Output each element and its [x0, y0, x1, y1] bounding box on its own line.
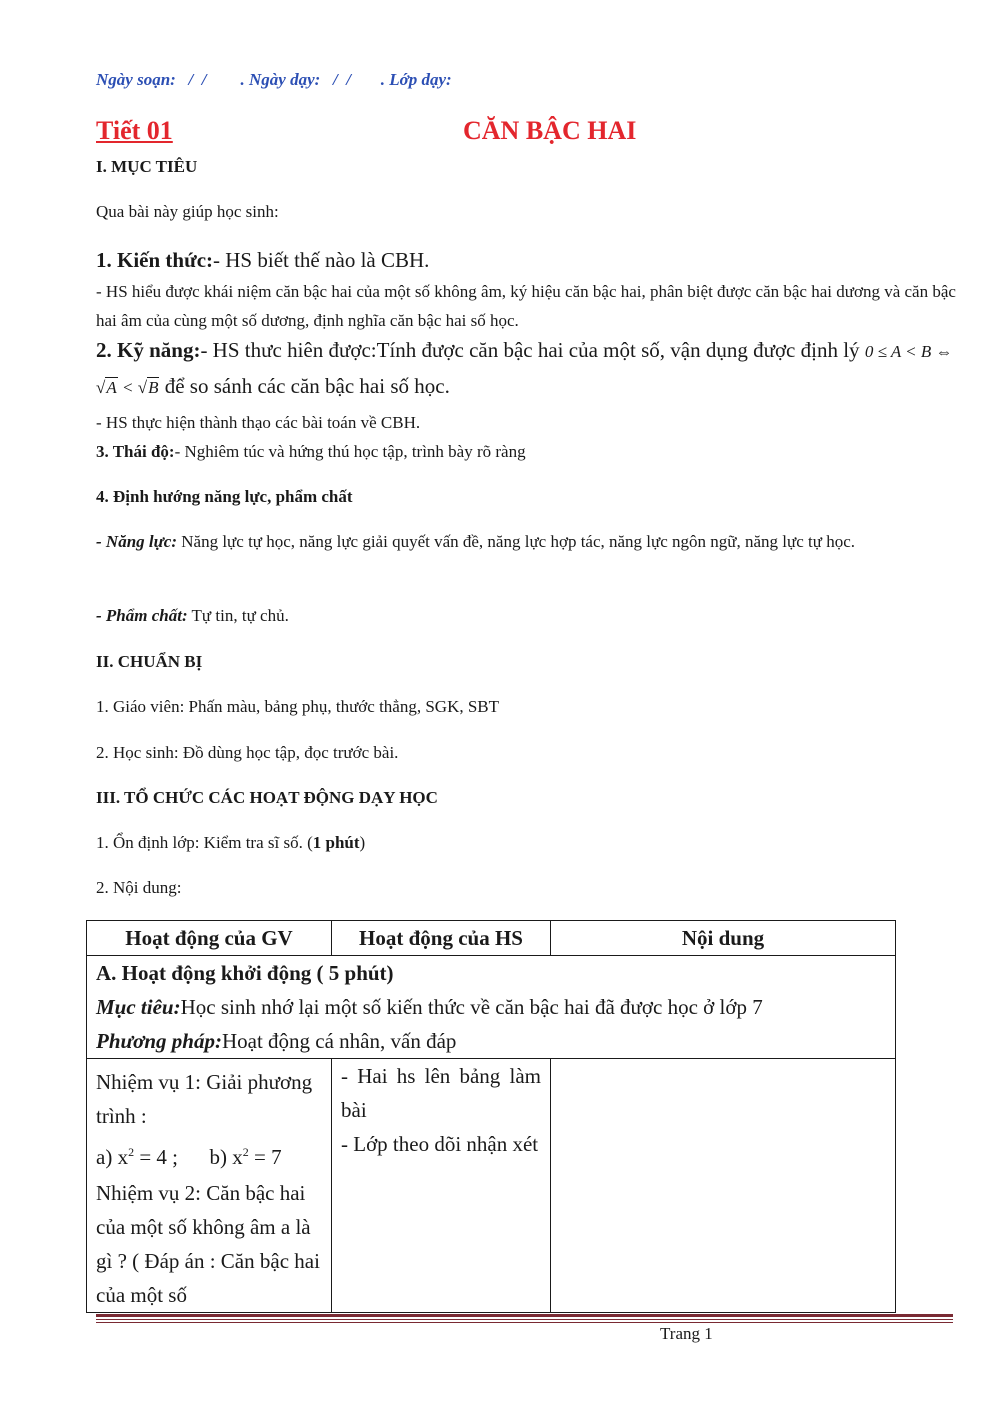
theorem-formula: 0 ≤ A < B ⇔ √A < √B: [96, 342, 953, 397]
activities-heading: III. TỔ CHỨC CÁC HOẠT ĐỘNG DẠY HỌC: [96, 788, 438, 807]
table-row: [87, 1059, 896, 1313]
attitude-label: 3. Thái độ:: [96, 442, 175, 461]
orientation-heading: 4. Định hướng năng lực, phẩm chất: [96, 487, 353, 506]
attitude-text: - Nghiêm túc và hứng thú học tập, trình bày rõ ràng: [174, 442, 526, 461]
competence-label: - Năng lực:: [96, 532, 178, 551]
skill-paragraph: [96, 333, 956, 405]
section-title: A. Hoạt động khởi động ( 5 phút): [96, 961, 394, 985]
table-header-cell: Hoạt động của HS: [332, 921, 551, 956]
objectives-heading: I. MỤC TIÊU: [96, 157, 198, 176]
footer-rule: [96, 1314, 953, 1317]
footer-rule: [96, 1322, 953, 1323]
lesson-title: CĂN BẬC HAI: [463, 116, 637, 145]
quality-text: Tự tin, tự chủ.: [187, 606, 289, 625]
quality-label: - Phẩm chất:: [96, 606, 188, 625]
footer-rule: [96, 1319, 953, 1320]
table-header-cell: Nội dung: [551, 921, 896, 956]
goal-line: Mục tiêu:Học sinh nhớ lại một số kiến thức về căn bậc hai đã được học ở lớp 7: [96, 995, 763, 1019]
title-row: [96, 116, 956, 152]
class-label: . Lớp dạy:: [380, 70, 452, 89]
content-label: 2. Nội dung:: [96, 878, 182, 897]
knowledge-line: [96, 243, 956, 277]
table-section-row: [87, 956, 896, 1059]
section-info-cell: [87, 956, 896, 1059]
sqrt-icon: √A: [96, 378, 117, 397]
teacher-activity-cell: Nhiệm vụ 1: Giải phương trình : a) $x^2 = 4$ ; b) $x^2 = 7$ Nhiệm vụ 2: Căn bậc hai của một số không âm a là gì ? ( Đáp án : Căn bậc hai của một số: [87, 1059, 332, 1313]
skill-detail: - HS thực hiện thành thạo các bài toán về CBH.: [96, 413, 421, 432]
knowledge-label: 1. Kiến thức:: [96, 248, 214, 272]
stabilize-line: 1. Ổn định lớp: Kiểm tra sĩ số. (1 phút): [96, 833, 366, 852]
lesson-plan-table: [86, 920, 896, 1313]
lesson-header: [96, 70, 452, 90]
preparation-student: 2. Học sinh: Đồ dùng học tập, đọc trước bài.: [96, 743, 399, 762]
competence-text: Năng lực tự học, năng lực giải quyết vấn đề, năng lực hợp tác, năng lực ngôn ngữ, năng lực tự học.: [177, 532, 856, 551]
knowledge-detail: - HS hiểu được khái niệm căn bậc hai của một số không âm, ký hiệu căn bậc hai, phân biệt được căn bậc hai dương và căn bậc hai âm của cùng một số dương, định nghĩa căn bậc hai số học.: [96, 282, 956, 330]
sqrt-icon: √B: [137, 378, 159, 397]
content-cell: [551, 1059, 896, 1313]
knowledge-text: - HS biết thế nào là CBH.: [213, 248, 430, 272]
page-number: Trang 1: [660, 1324, 713, 1343]
table-header-row: [87, 921, 896, 956]
skill-text-2: để so sánh các căn bậc hai số học.: [164, 374, 450, 398]
method-line: Phương pháp:Hoạt động cá nhân, vấn đáp: [96, 1029, 457, 1053]
skill-label: 2. Kỹ năng:: [96, 338, 201, 362]
preparation-heading: II. CHUẨN BỊ: [96, 652, 203, 671]
table-header-cell: Hoạt động của GV: [87, 921, 332, 956]
student-activity-cell: - Hai hs lên bảng làm bài - Lớp theo dõi nhận xét: [332, 1059, 551, 1313]
preparation-teacher: 1. Giáo viên: Phấn màu, bảng phụ, thước thẳng, SGK, SBT: [96, 697, 500, 716]
lesson-number: Tiết 01: [96, 116, 173, 145]
skill-text-1: - HS thưc hiên được:Tính được căn bậc hai của một số, vận dụng được định lý: [200, 338, 860, 362]
quality-line: [96, 601, 956, 630]
prepared-date-label: Ngày soạn: / /: [96, 70, 207, 89]
objectives-intro: Qua bài này giúp học sinh:: [96, 202, 279, 221]
competence-paragraph: [96, 527, 956, 556]
attitude-line: [96, 437, 956, 466]
taught-date-label: . Ngày dạy: / /: [240, 70, 351, 89]
